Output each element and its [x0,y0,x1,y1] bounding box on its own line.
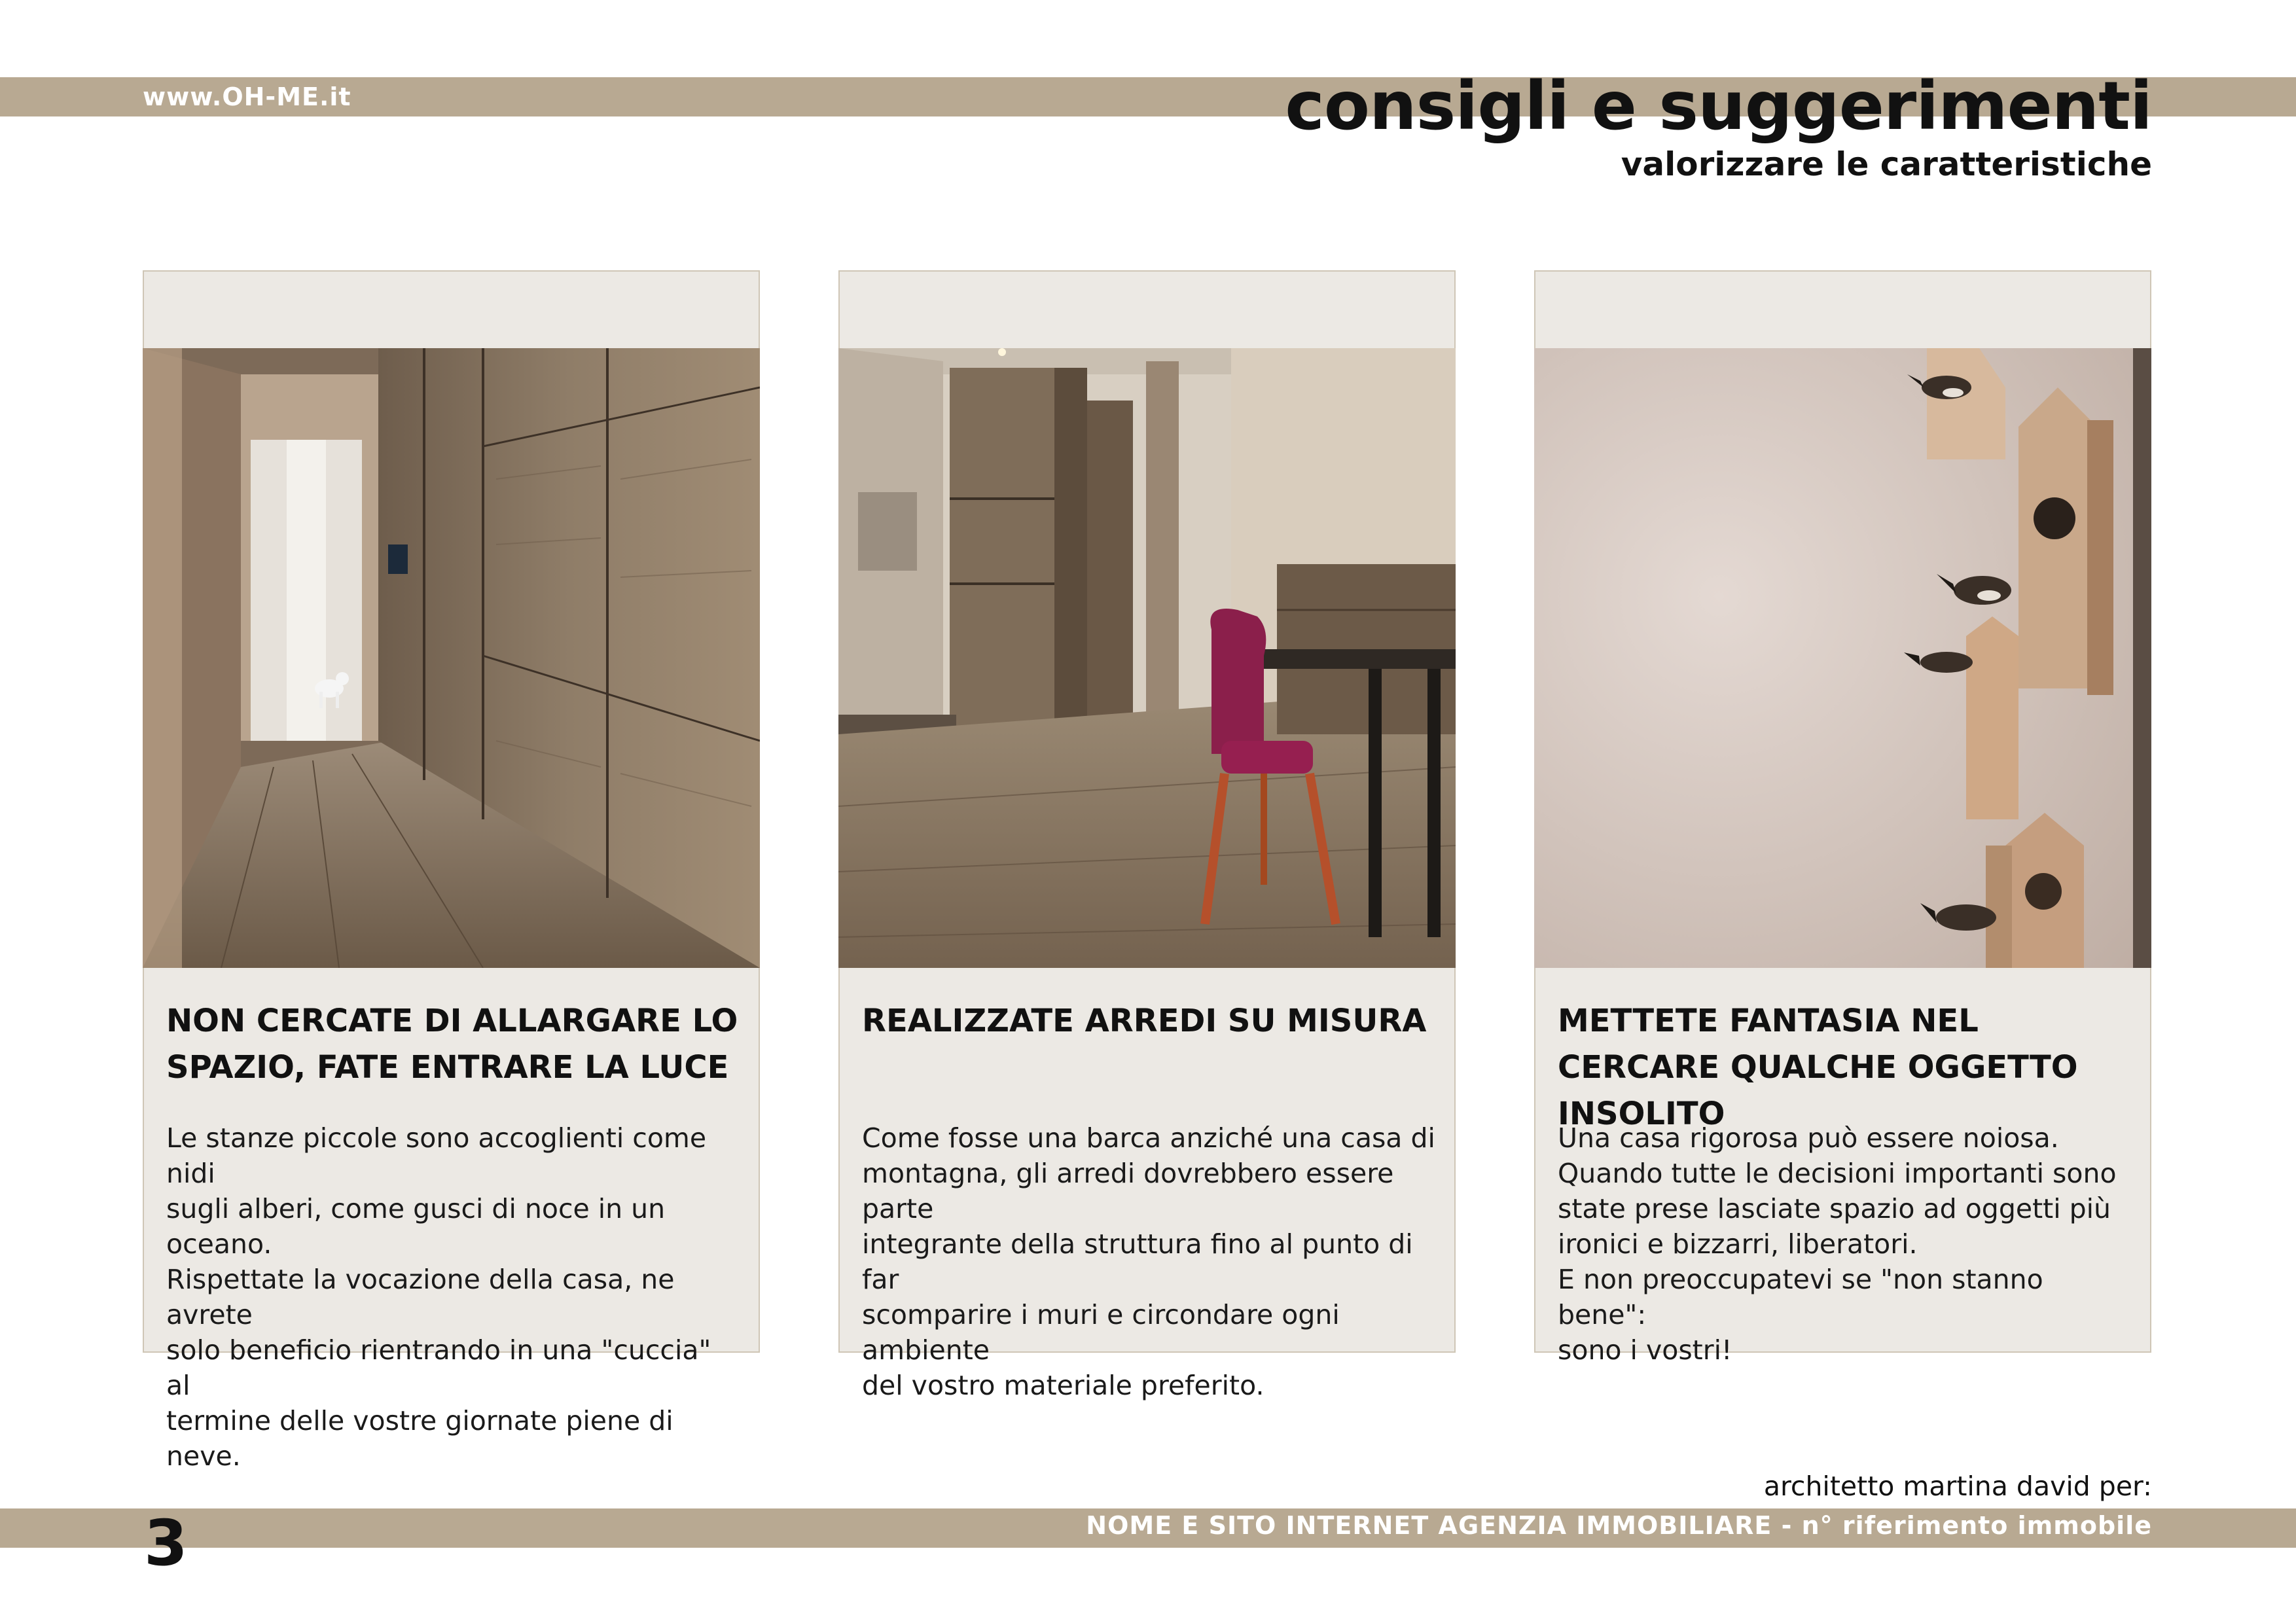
agency-reference: NOME E SITO INTERNET AGENZIA IMMOBILIARE - n° riferimento immobile [1086,1511,2152,1540]
architect-credit: architetto martina david per: [1763,1471,2152,1502]
card-title: REALIZZATE ARREDI SU MISURA [862,1003,1427,1039]
tip-card-objects [1534,270,2151,1366]
site-url[interactable]: www.OH-ME.it [143,82,351,111]
birdhouse-photo [1534,348,2151,968]
tip-card-light [143,270,760,1472]
page-number: 3 [144,1507,188,1580]
page-title: consigli e suggerimenti [1285,67,2152,145]
card-title: METTETE FANTASIA NEL CERCARE QUALCHE OGGETTO INSOLITO [1558,1003,2078,1132]
card-text: Come fosse una barca anziché una casa di montagna, gli arredi dovrebbero essere parte integrante della struttura fino al punto di far scomparire i muri e circondare ogni ambiente del vostro materiale preferito. [862,1122,1435,1401]
card-title: NON CERCATE DI ALLARGARE LO SPAZIO, FATE ENTRARE LA LUCE [166,1003,738,1086]
corridor-photo [143,348,760,968]
card-text: Una casa rigorosa può essere noiosa. Quando tutte le decisioni importanti sono state prese lasciate spazio ad oggetti più ironici e bizzarri, liberatori. E non preoccupatevi se "non stanno bene": sono i vostri! [1558,1122,2117,1366]
dining-photo [838,348,1456,968]
card-text: Le stanze piccole sono accoglienti come nidi sugli alberi, come gusci di noce in un oceano. Rispettate la vocazione della casa, ne avrete solo beneficio rientrando in una "cuccia" al termine delle vostre giornate piene di neve. [166,1122,711,1472]
tip-card-furniture [838,270,1456,1401]
page-subtitle: valorizzare le caratteristiche [1621,145,2152,183]
